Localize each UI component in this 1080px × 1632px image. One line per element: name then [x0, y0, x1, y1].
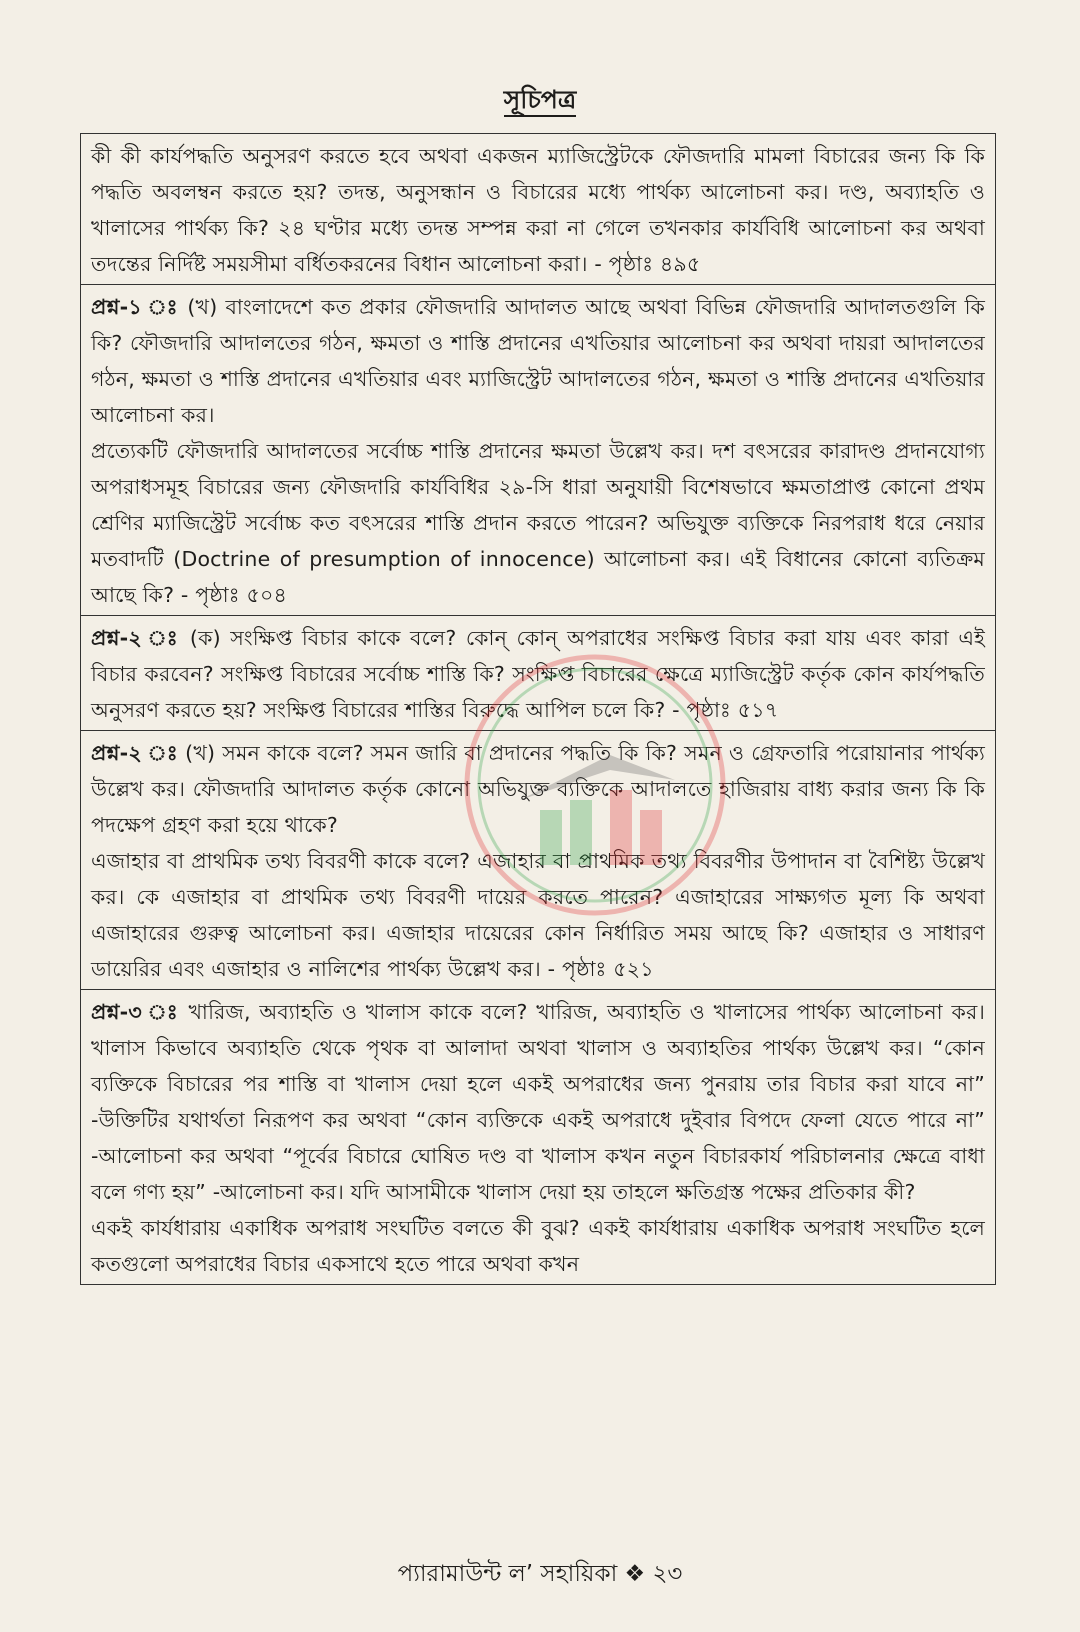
entry-paragraph — [91, 620, 985, 728]
entry-paragraph — [91, 735, 985, 843]
toc-entry-q3 — [81, 990, 995, 1284]
entry-paragraph — [91, 289, 985, 433]
question-text: (ক) সংক্ষিপ্ত বিচার কাকে বলে? কোন্ কোন্ অপরাধের সংক্ষিপ্ত বিচার করা যায় এবং কারা এই বিচার করবেন? সংক্ষিপ্ত বিচারের সর্বোচ্চ শাস্তি কি? সংক্ষিপ্ত বিচারের ক্ষেত্রে ম্যাজিস্ট্রেট কর্তৃক কোন কার্যপদ্ধতি অনুসরণ করতে হয়? সংক্ষিপ্ত বিচারের শাস্তির বিরুদ্ধে আপিল চলে কি? - পৃষ্ঠাঃ ৫১৭ — [91, 626, 986, 722]
toc-entry-intro — [81, 134, 995, 285]
question-text: (খ) সমন কাকে বলে? সমন জারি বা প্রদানের পদ্ধতি কি কি? সমন ও গ্রেফতারি পরোয়ানার পার্থক্য উল্লেখ কর। ফৌজদারি আদালত কর্তৃক কোনো অভিযুক্ত ব্যক্তিকে আদালতে হাজিরায় বাধ্য করার জন্য কি কি পদক্ষেপ গ্রহণ করা হয়ে থাকে? — [91, 741, 986, 837]
toc-table — [80, 133, 996, 1285]
toc-entry-q1-kha — [81, 285, 995, 616]
page-title: সূচিপত্র — [0, 80, 1080, 123]
page-footer: প্যারামাউন্ট ল’ সহায়িকা ❖ ২৩ — [397, 1561, 683, 1587]
entry-paragraph — [91, 994, 985, 1210]
toc-entry-q2-ka — [81, 616, 995, 731]
question-text: (খ) বাংলাদেশে কত প্রকার ফৌজদারি আদালত আছে অথবা বিভিন্ন ফৌজদারি আদালতগুলি কি কি? ফৌজদারি আদালতের গঠন, ক্ষমতা ও শাস্তি প্রদানের এখতিয়ার আলোচনা কর অথবা দায়রা আদালতের গঠন, ক্ষমতা ও শাস্তি প্রদানের এখতিয়ার এবং ম্যাজিস্ট্রেট আদালতের গঠন, ক্ষমতা ও শাস্তি প্রদানের এখতিয়ার আলোচনা কর। — [91, 295, 985, 427]
entry-paragraph: একই কার্যধারায় একাধিক অপরাধ সংঘটিত বলতে কী বুঝ? একই কার্যধারায় একাধিক অপরাধ সংঘটিত হলে কতগুলো অপরাধের বিচার একসাথে হতে পারে অথবা কখন — [91, 1216, 985, 1276]
question-text: খারিজ, অব্যাহতি ও খালাস কাকে বলে? খারিজ, অব্যাহতি ও খালাসের পার্থক্য আলোচনা কর। খালাস কিভাবে অব্যাহতি থেকে পৃথক বা আলাদা অথবা খালাস ও অব্যাহতির পার্থক্য উল্লেখ কর। “কোন ব্যক্তিকে বিচারের পর শাস্তি বা খালাস দেয়া হলে একই অপরাধের জন্য পুনরায় তার বিচার করা যাবে না” -উক্তিটির যথার্থতা নিরূপণ কর অথবা “কোন ব্যক্তিকে একই অপরাধে দুইবার বিপদে ফেলা যেতে পারে না” -আলোচনা কর অথবা “পূর্বের বিচারে ঘোষিত দণ্ড বা খালাস কখন নতুন বিচারকার্য পরিচালনার ক্ষেত্রে বাধা বলে গণ্য হয়” -আলোচনা কর। যদি আসামীকে খালাস দেয়া হয় তাহলে ক্ষতিগ্রস্ত পক্ষের প্রতিকার কী? — [91, 1000, 986, 1204]
question-label: প্রশ্ন-২ ঃ — [91, 626, 181, 650]
question-label: প্রশ্ন-২ ঃ — [91, 741, 179, 765]
entry-paragraph: এজাহার বা প্রাথমিক তথ্য বিবরণী কাকে বলে? এজাহার বা প্রাথমিক তথ্য বিবরণীর উপাদান বা বৈশিষ্ট্য উল্লেখ কর। কে এজাহার বা প্রাথমিক তথ্য বিবরণী দায়ের করতে পারেন? এজাহারের সাক্ষ্যগত মূল্য কি অথবা এজাহারের গুরুত্ব আলোচনা কর। এজাহার দায়েরের কোন নির্ধারিত সময় আছে কি? এজাহার ও সাধারণ ডায়েরির এবং এজাহার ও নালিশের পার্থক্য উল্লেখ কর। - পৃষ্ঠাঃ ৫২১ — [91, 849, 985, 981]
toc-entry-q2-kha — [81, 731, 995, 990]
question-label: প্রশ্ন-৩ ঃ — [91, 1000, 180, 1024]
entry-paragraph: প্রত্যেকটি ফৌজদারি আদালতের সর্বোচ্চ শাস্তি প্রদানের ক্ষমতা উল্লেখ কর। দশ বৎসরের কারাদণ্ড প্রদানযোগ্য অপরাধসমূহ বিচারের জন্য ফৌজদারি কার্যবিধির ২৯-সি ধারা অনুযায়ী বিশেষভাবে ক্ষমতাপ্রাপ্ত কোনো প্রথম শ্রেণির ম্যাজিস্ট্রেট সর্বোচ্চ কত বৎসরের শাস্তি প্রদান করতে পারেন? অভিযুক্ত ব্যক্তিকে নিরপরাধ ধরে নেয়ার মতবাদটি (Doctrine of presumption of innocence) আলোচনা কর। এই বিধানের কোনো ব্যতিক্রম আছে কি? - পৃষ্ঠাঃ ৫০৪ — [91, 439, 985, 607]
entry-paragraph: কী কী কার্যপদ্ধতি অনুসরণ করতে হবে অথবা একজন ম্যাজিস্ট্রেটকে ফৌজদারি মামলা বিচারের জন্য কি কি পদ্ধতি অবলম্বন করতে হয়? তদন্ত, অনুসন্ধান ও বিচারের মধ্যে পার্থক্য আলোচনা কর। দণ্ড, অব্যাহতি ও খালাসের পার্থক্য কি? ২৪ ঘণ্টার মধ্যে তদন্ত সম্পন্ন করা না গেলে তখনকার কার্যবিধি আলোচনা কর অথবা তদন্তের নির্দিষ্ট সময়সীমা বর্ধিতকরনের বিধান আলোচনা করা। - পৃষ্ঠাঃ ৪৯৫ — [91, 144, 985, 276]
question-label: প্রশ্ন-১ ঃ — [91, 295, 180, 319]
